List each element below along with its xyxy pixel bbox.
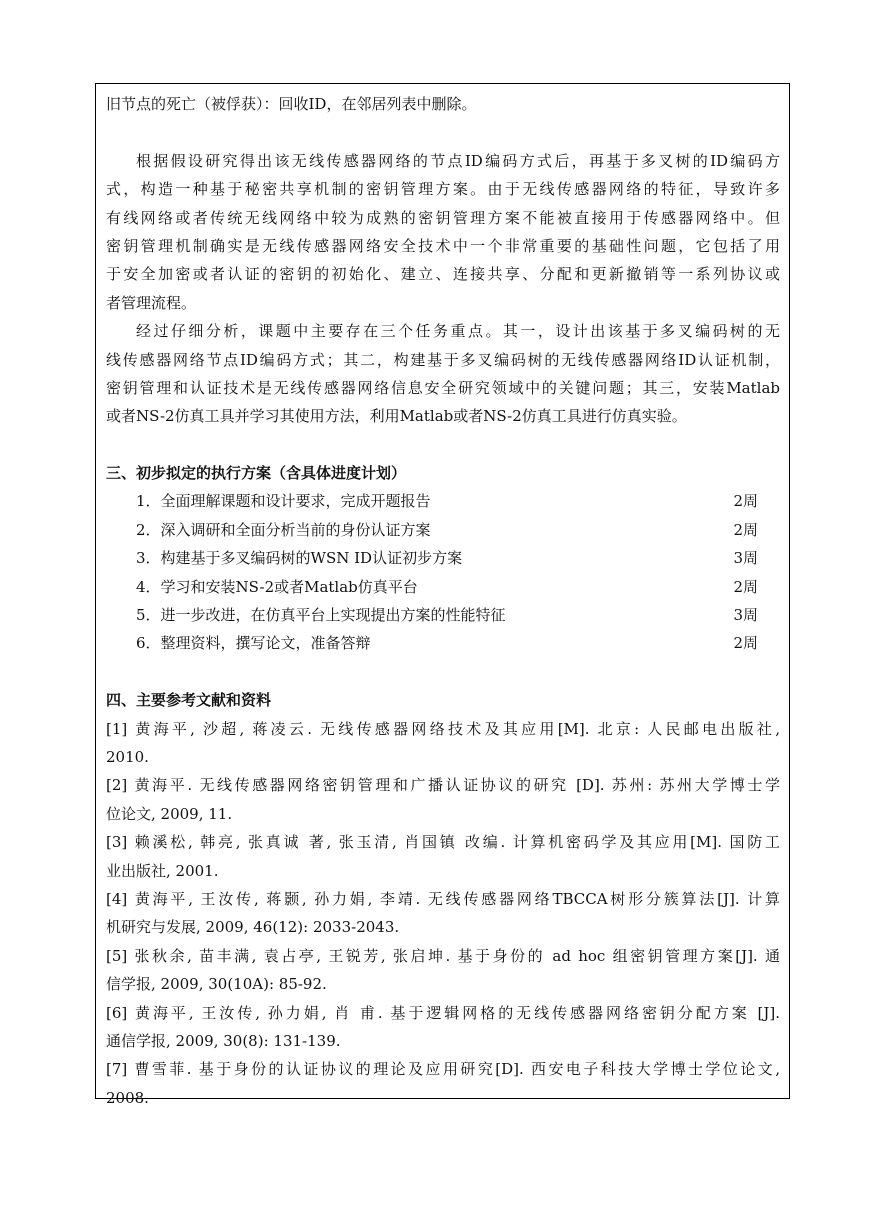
- reference-item: [106, 885, 780, 942]
- plan-item-text: 6．整理资料，撰写论文，准备答辩: [136, 634, 371, 653]
- plan-item: [106, 544, 780, 572]
- plan-item-text: 4．学习和安装NS-2或者Matlab仿真平台: [136, 577, 418, 596]
- reference-line: 通信学报, 2009, 30(8): 131-139.: [106, 1031, 341, 1050]
- plan-item-duration: 2周: [733, 634, 758, 653]
- spacer: [106, 431, 780, 459]
- reference-item: [106, 715, 780, 772]
- reference-item: [106, 999, 780, 1056]
- paragraph-line: 根据假设研究得出该无线传感器网络的节点ID编码方式后，再基于多叉树的ID编码方: [136, 151, 780, 170]
- plan-item: [106, 487, 780, 515]
- paragraph-key-management: [106, 147, 780, 317]
- paragraph-line: 于安全加密或者认证的密钥的初始化、建立、连接共享、分配和更新撤销等一系列协议或: [106, 265, 780, 284]
- report-content: [106, 90, 780, 1112]
- paragraph-line: 线传感器网络节点ID编码方式；其二，构建基于多叉编码树的无线传感器网络ID认证机制，: [106, 350, 780, 369]
- plan-item: [106, 573, 780, 601]
- plan-item-duration: 2周: [733, 577, 758, 596]
- spacer: [106, 118, 780, 146]
- plan-item-duration: 3周: [733, 549, 758, 568]
- plan-item-text: 3．构建基于多叉编码树的WSN ID认证初步方案: [136, 549, 463, 568]
- reference-line: [2] 黄海平. 无线传感器网络密钥管理和广播认证协议的研究 [D]. 苏州: 苏州大学博士学: [106, 776, 780, 795]
- reference-line: 2008.: [106, 1088, 149, 1107]
- reference-line: 2010.: [106, 747, 149, 766]
- paragraph-task-analysis: [106, 317, 780, 431]
- reference-item: [106, 1055, 780, 1112]
- paragraph-line: 式，构造一种基于秘密共享机制的密钥管理方案。由于无线传感器网络的特征，导致许多: [106, 180, 780, 199]
- plan-item-text: 5．进一步改进，在仿真平台上实现提出方案的性能特征: [136, 606, 506, 625]
- plan-item-text: 1．全面理解课题和设计要求，完成开题报告: [136, 492, 431, 511]
- reference-line: 业出版社, 2001.: [106, 861, 219, 880]
- reference-line: [4] 黄海平, 王汝传, 蒋颢, 孙力娟, 李靖. 无线传感器网络TBCCA树形分簇算法[J]. 计算: [106, 889, 780, 908]
- plan-item: [106, 629, 780, 657]
- plan-item-text: 2．深入调研和全面分析当前的身份认证方案: [136, 520, 431, 539]
- spacer: [106, 658, 780, 686]
- paragraph-line: 或者NS-2仿真工具并学习其使用方法，利用Matlab或者NS-2仿真工具进行仿真实验。: [106, 407, 687, 426]
- intro-line: 旧节点的死亡（被俘获）：回收ID，在邻居列表中删除。: [106, 95, 477, 113]
- section-heading-references: 四、主要参考文献和资料: [106, 691, 272, 710]
- reference-line: [1] 黄海平, 沙超, 蒋凌云. 无线传感器网络技术及其应用[M]. 北京: 人民邮电出版社,: [106, 719, 780, 738]
- plan-item: [106, 601, 780, 629]
- reference-line: 机研究与发展, 2009, 46(12): 2033-2043.: [106, 918, 400, 937]
- reference-line: [5] 张秋余, 苗丰满, 袁占亭, 王锐芳, 张启坤. 基于身份的 ad hoc 组密钥管理方案[J]. 通: [106, 946, 780, 965]
- reference-line: 位论文, 2009, 11.: [106, 804, 233, 823]
- plan-item-duration: 3周: [733, 606, 758, 625]
- plan-item: [106, 516, 780, 544]
- paragraph-line: 密钥管理和认证技术是无线传感器网络信息安全研究领域中的关键问题；其三，安装Matlab: [106, 378, 780, 397]
- reference-line: 信学报, 2009, 30(10A): 85-92.: [106, 975, 327, 994]
- plan-item-duration: 2周: [733, 492, 758, 511]
- plan-list: [106, 487, 780, 657]
- reference-item: [106, 828, 780, 885]
- reference-item: [106, 942, 780, 999]
- reference-item: [106, 771, 780, 828]
- reference-line: [6] 黄海平, 王汝传, 孙力娟, 肖 甫. 基于逻辑网格的无线传感器网络密钥分配方案 [J].: [106, 1003, 780, 1022]
- paragraph-line: 者管理流程。: [106, 293, 197, 312]
- plan-item-duration: 2周: [733, 520, 758, 539]
- paragraph-line: 经过仔细分析，课题中主要存在三个任务重点。其一，设计出该基于多叉编码树的无: [136, 322, 780, 341]
- paragraph-line: 有线网络或者传统无线网络中较为成熟的密钥管理方案不能被直接用于传感器网络中。但: [106, 208, 780, 227]
- report-frame: [95, 83, 790, 1107]
- paragraph-line: 密钥管理机制确实是无线传感器网络安全技术中一个非常重要的基础性问题，它包括了用: [106, 236, 780, 255]
- reference-line: [7] 曹雪菲. 基于身份的认证协议的理论及应用研究[D]. 西安电子科技大学博士学位论文,: [106, 1060, 780, 1079]
- section-heading-plan: 三、初步拟定的执行方案（含具体进度计划）: [106, 464, 407, 483]
- reference-list: [106, 715, 780, 1112]
- reference-line: [3] 赖溪松, 韩亮, 张真诚 著, 张玉清, 肖国镇 改编. 计算机密码学及其应用[M]. 国防工: [106, 833, 780, 852]
